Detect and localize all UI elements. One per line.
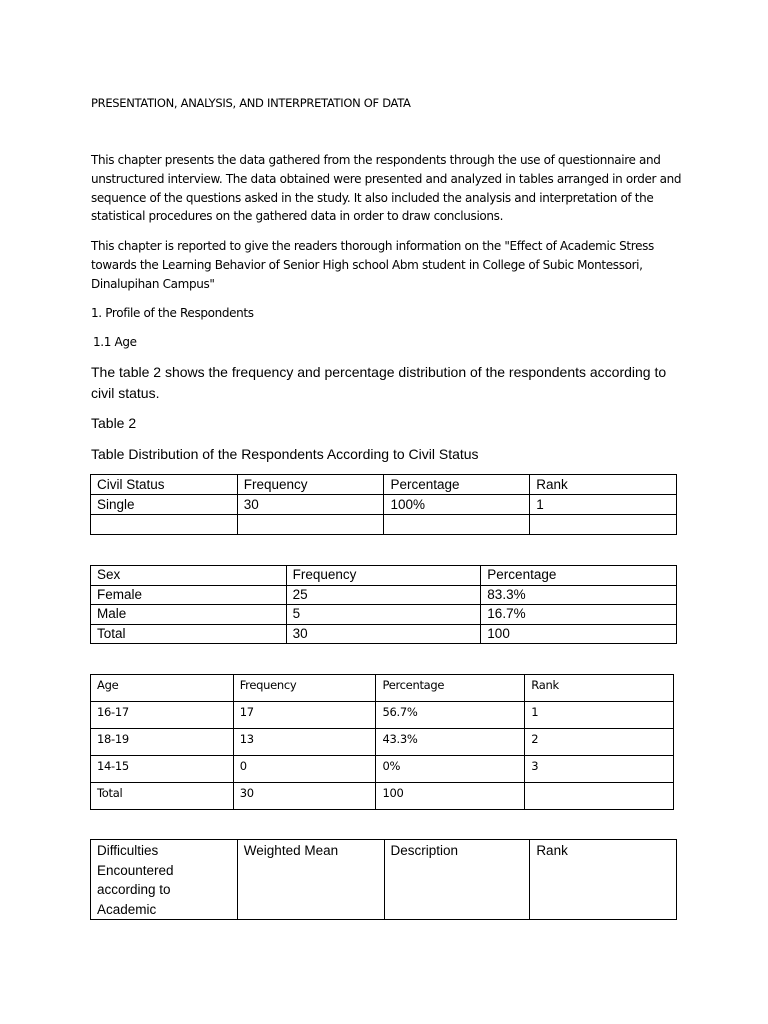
table-cell: 30: [286, 624, 481, 644]
table-header-cell: Percentage: [481, 566, 677, 586]
table-cell: 100: [376, 783, 525, 810]
table-cell: 17: [233, 702, 376, 729]
table-caption: Table Distribution of the Respondents According to Civil Status: [91, 446, 479, 462]
table-cell: 14-15: [91, 756, 234, 783]
table-header-cell: Civil Status: [91, 475, 238, 495]
table-header-cell: Rank: [530, 840, 677, 920]
table-row: [91, 783, 674, 810]
table-cell: Total: [91, 783, 234, 810]
table-row: [91, 729, 674, 756]
table-cell: 1: [530, 495, 677, 515]
table-cell: 18-19: [91, 729, 234, 756]
table-cell: Single: [91, 495, 238, 515]
table-header-row: [91, 840, 677, 920]
table-header-cell: Frequency: [286, 566, 481, 586]
table-cell: Total: [91, 624, 287, 644]
table-cell: 5: [286, 605, 481, 625]
table-header-row: [91, 566, 677, 586]
table-row: [91, 515, 677, 535]
table-cell: Male: [91, 605, 287, 625]
civil-status-table: [90, 474, 677, 535]
table-cell: 30: [237, 495, 384, 515]
table-cell: 13: [233, 729, 376, 756]
table-cell: Female: [91, 585, 287, 605]
chapter-heading: PRESENTATION, ANALYSIS, AND INTERPRETATION OF DATA: [91, 96, 411, 110]
table-header-cell: Weighted Mean: [237, 840, 384, 920]
table-row: [91, 495, 677, 515]
table-header-cell: Difficulties Encountered according to Academic: [91, 840, 238, 920]
table-cell: [530, 515, 677, 535]
table-cell: 16.7%: [481, 605, 677, 625]
table-header-cell: Frequency: [233, 675, 376, 702]
table-intro-paragraph: The table 2 shows the frequency and percentage distribution of the respondents according to civil status.: [91, 364, 671, 401]
subsection-heading-age: 1.1 Age: [93, 335, 137, 349]
table-cell: [525, 783, 674, 810]
table-cell: [384, 515, 530, 535]
section-heading-profile: 1. Profile of the Respondents: [91, 306, 254, 320]
table-cell: 0: [233, 756, 376, 783]
table-header-row: [91, 475, 677, 495]
table-header-cell: Rank: [530, 475, 677, 495]
purpose-paragraph: This chapter is reported to give the readers thorough information on the "Effect of Academic Stress towards the Learning Behavior of Senior High school Abm student in College of Subic Montessori, Dinalupihan Campus": [91, 239, 658, 291]
table-row: [91, 756, 674, 783]
table-cell: 3: [525, 756, 674, 783]
table-label: Table 2: [91, 415, 137, 431]
table-cell: 30: [233, 783, 376, 810]
sex-table: [90, 565, 677, 644]
table-cell: 100%: [384, 495, 530, 515]
table-cell: [91, 515, 238, 535]
table-header-cell: Percentage: [376, 675, 525, 702]
table-cell: 56.7%: [376, 702, 525, 729]
table-cell: 16-17: [91, 702, 234, 729]
table-cell: 2: [525, 729, 674, 756]
table-row: [91, 702, 674, 729]
table-row: [91, 605, 677, 625]
table-header-cell: Description: [384, 840, 530, 920]
table-cell: 83.3%: [481, 585, 677, 605]
table-row: [91, 624, 677, 644]
table-cell: 25: [286, 585, 481, 605]
difficulties-table: [90, 839, 677, 920]
table-cell: [237, 515, 384, 535]
intro-paragraph: This chapter presents the data gathered from the respondents through the use of questionnaire and unstructured interview. The data obtained were presented and analyzed in tables arranged in order and sequence of the questions asked in the study. It also included the analysis and interpretation of the statistical procedures on the gathered data in order to draw conclusions.: [91, 153, 685, 224]
table-row: [91, 585, 677, 605]
table-header-cell: Rank: [525, 675, 674, 702]
table-header-cell: Sex: [91, 566, 287, 586]
table-header-cell: Percentage: [384, 475, 530, 495]
table-cell: 43.3%: [376, 729, 525, 756]
table-cell: 100: [481, 624, 677, 644]
table-header-cell: Age: [91, 675, 234, 702]
table-header-row: [91, 675, 674, 702]
table-header-cell: Frequency: [237, 475, 384, 495]
table-cell: 1: [525, 702, 674, 729]
age-table: [90, 674, 674, 810]
table-cell: 0%: [376, 756, 525, 783]
